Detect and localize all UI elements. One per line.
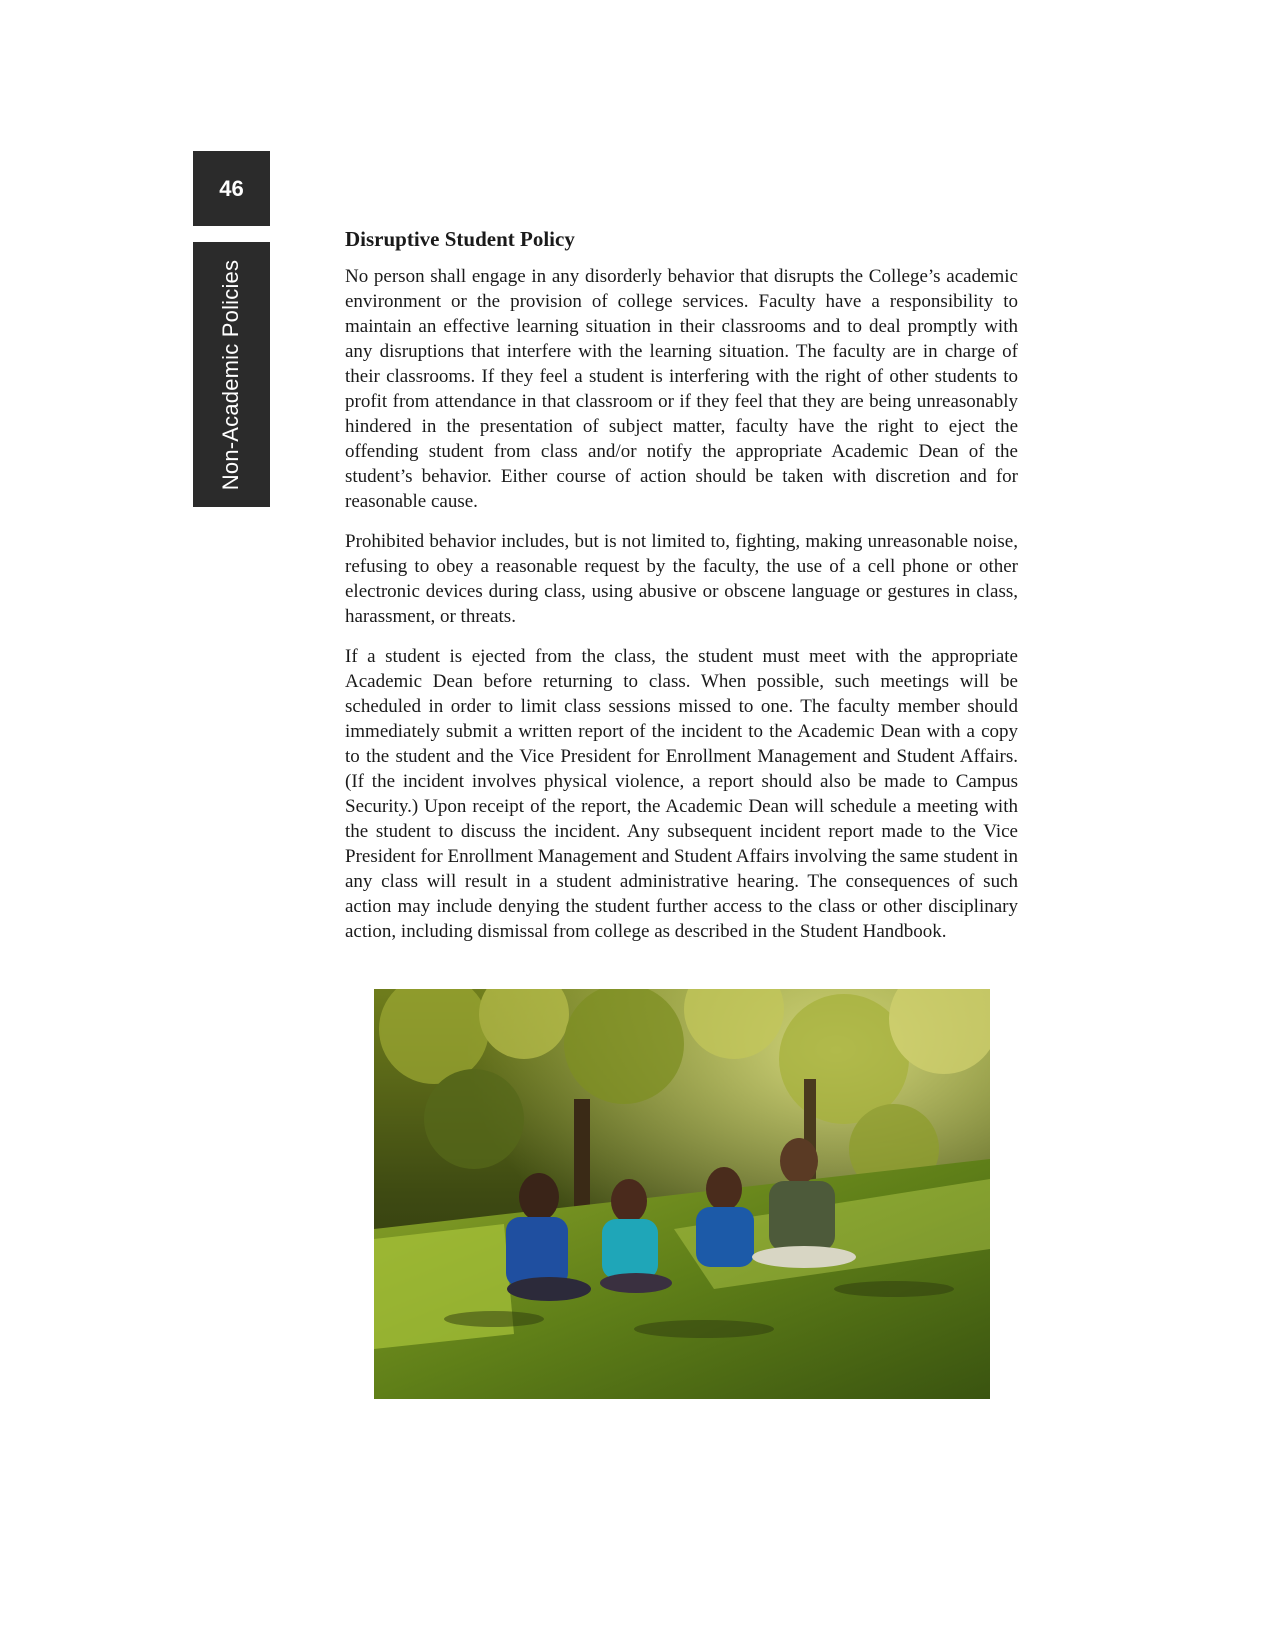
article — [345, 226, 1018, 959]
page-number-tab — [193, 151, 270, 226]
article-heading: Disruptive Student Policy — [345, 227, 575, 251]
section-tab — [193, 242, 270, 507]
page-number: 46 — [219, 175, 244, 201]
paragraph-ejection-procedure: If a student is ejected from the class, the student must meet with the appropriate Academic Dean before returning to class. When possible, such meetings will be scheduled in order to limit class sessions missed to one. The faculty member should immediately submit a written report of the incident to the Academic Dean with a copy to the student and the Vice President for Enrollment Management and Student Affairs. (If the incident involves physical violence, a report should also be made to Campus Security.) Upon receipt of the report, the Academic Dean will schedule a meeting with the student to discuss the incident. Any subsequent incident report made to the Vice President for Enrollment Management and Student Affairs involving the same student in any class will result in a student administrative hearing. The consequences of such action may include denying the student further access to the class or other disciplinary action, including dismissal from college as described in the Student Handbook. — [345, 646, 1018, 942]
photo-illustration — [374, 989, 990, 1399]
students-on-lawn-photo — [374, 989, 990, 1399]
paragraph-prohibited-behavior: Prohibited behavior includes, but is not limited to, fighting, making unreasonable noise, refusing to obey a reasonable request by the faculty, the use of a cell phone or other electronic devices during class, using abusive or obscene language or gestures in class, harassment, or threats. — [345, 531, 1018, 627]
section-tab-label: Non-Academic Policies — [218, 259, 244, 490]
paragraph-intro: No person shall engage in any disorderly behavior that disrupts the College’s academic environment or the provision of college services. Faculty have a responsibility to maintain an effective learning situation in their classrooms and to deal promptly with any disruptions that interfere with the learning situation. The faculty are in charge of their classrooms. If they feel a student is interfering with the right of other students to profit from attendance in that classroom or if they feel that they are being unreasonably hindered in the presentation of subject matter, faculty have the right to eject the offending student from class and/or notify the appropriate Academic Dean of the student’s behavior. Either course of action should be taken with discretion and for reasonable cause. — [345, 266, 1018, 512]
